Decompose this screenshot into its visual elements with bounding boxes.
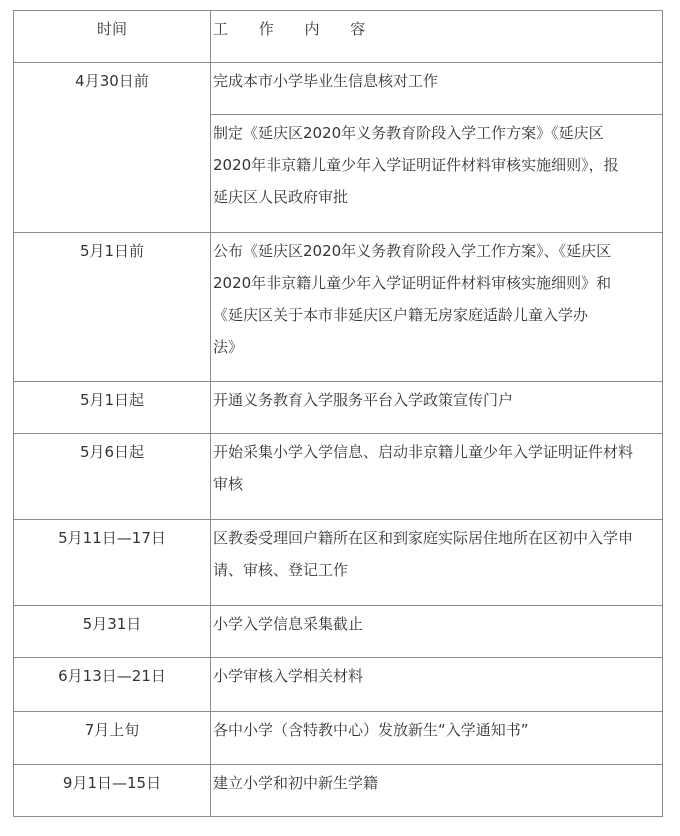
content-cell	[211, 606, 663, 658]
time-cell: 5月1日起	[14, 382, 211, 434]
time-cell: 4月30日前	[14, 63, 211, 233]
time-cell: 5月11日—17日	[14, 520, 211, 606]
content-line: 区教委受理回户籍所在区和到家庭实际居住地所在区初中入学申	[213, 529, 634, 547]
content-line: 制定《延庆区2020年义务教育阶段入学工作方案》《延庆区	[213, 124, 604, 142]
table-row	[14, 520, 663, 606]
content-line: 各中小学（含特教中心）发放新生“入学通知书”	[213, 721, 529, 739]
table-row	[14, 658, 663, 712]
content-line: 2020年非京籍儿童少年入学证明证件材料审核实施细则》，报	[213, 156, 619, 174]
table-row	[14, 765, 663, 817]
time-cell: 7月上旬	[14, 712, 211, 765]
header-content	[211, 11, 663, 63]
time-cell: 6月13日—21日	[14, 658, 211, 712]
table-row	[14, 434, 663, 520]
content-line: 法》	[213, 338, 244, 356]
table-row	[14, 382, 663, 434]
content-line: 建立小学和初中新生学籍	[213, 774, 379, 792]
content-cell	[211, 115, 663, 233]
table-row	[14, 606, 663, 658]
table-row	[14, 233, 663, 382]
content-line: 审核	[213, 475, 244, 493]
content-line: 请、审核、登记工作	[213, 561, 349, 579]
content-cell	[211, 434, 663, 520]
table-row	[14, 712, 663, 765]
content-line: 《延庆区关于本市非延庆区户籍无房家庭适龄儿童入学办	[213, 306, 589, 324]
content-line: 开始采集小学入学信息、启动非京籍儿童少年入学证明证件材料	[213, 443, 634, 461]
header-content-label: 工 作 内 容	[213, 20, 379, 38]
content-line: 2020年非京籍儿童少年入学证明证件材料审核实施细则》和	[213, 274, 612, 292]
content-cell	[211, 712, 663, 765]
content-line: 小学入学信息采集截止	[213, 615, 364, 633]
time-cell: 5月1日前	[14, 233, 211, 382]
content-cell	[211, 658, 663, 712]
time-cell: 9月1日—15日	[14, 765, 211, 817]
content-line: 延庆区人民政府审批	[213, 188, 349, 206]
header-time: 时间	[14, 11, 211, 63]
table-row	[14, 63, 663, 115]
content-cell	[211, 520, 663, 606]
schedule-table-container	[13, 10, 662, 817]
content-line: 公布《延庆区2020年义务教育阶段入学工作方案》、《延庆区	[213, 242, 612, 260]
content-cell	[211, 63, 663, 115]
content-line: 小学审核入学相关材料	[213, 667, 364, 685]
content-cell	[211, 765, 663, 817]
content-cell	[211, 233, 663, 382]
schedule-table	[13, 10, 663, 817]
content-line: 开通义务教育入学服务平台入学政策宣传门户	[213, 391, 514, 409]
time-cell: 5月6日起	[14, 434, 211, 520]
time-cell: 5月31日	[14, 606, 211, 658]
table-header-row	[14, 11, 663, 63]
content-line: 完成本市小学毕业生信息核对工作	[213, 72, 439, 90]
content-cell	[211, 382, 663, 434]
